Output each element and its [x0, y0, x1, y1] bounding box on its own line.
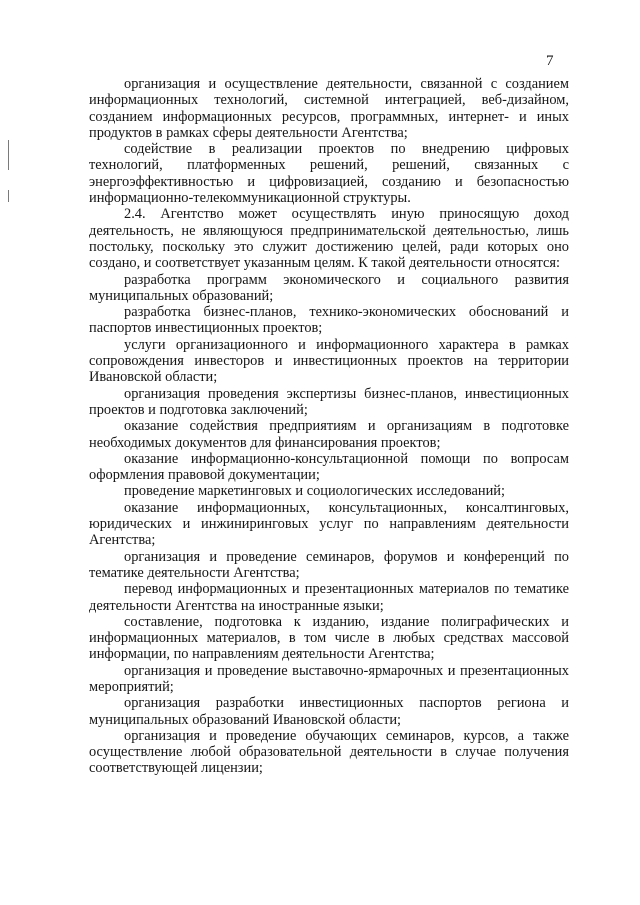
page-number: 7	[546, 53, 554, 69]
paragraph-digital-projects: содействие в реализации проектов по внедрению цифровых технологий, платформенных решений, решений, связанных с энергоэффективностью и цифровизацией, созданию и безопасностью информационно-телекоммуникационной структуры.	[89, 141, 569, 207]
paragraph-section-2-4: 2.4. Агентство может осуществлять иную приносящую доход деятельность, не являющуюся предпринимательской деятельностью, лишь постольку, поскольку это служит достижению целей, ради которых оно создано, и соответствует указанным целям. К такой деятельности относятся:	[89, 206, 569, 272]
list-item: оказание информационных, консультационных, консалтинговых, юридических и инжиниринговых услуг по направлениям деятельности Агентства;	[89, 499, 569, 549]
list-item: составление, подготовка к изданию, издание полиграфических и информационных материалов, в том числе в любых средствах массовой информации, по направлениям деятельности Агентства;	[89, 613, 569, 663]
list-item: оказание информационно-консультационной помощи по вопросам оформления правовой документации;	[89, 450, 569, 484]
scan-margin-mark	[8, 140, 9, 170]
list-item: организация разработки инвестиционных паспортов региона и муниципальных образований Ивановской области;	[89, 695, 569, 728]
list-item: разработка программ экономического и социального развития муниципальных образований;	[89, 271, 569, 304]
list-item: услуги организационного и информационного характера в рамках сопровождения инвесторов и инвестиционных проектов на территории Ивановской области;	[89, 336, 569, 386]
paragraph-it-activities: организация и осуществление деятельности, связанной с созданием информационных технологий, системной интеграцией, веб-дизайном, созданием информационных ресурсов, программных, интернет- и иных продуктов в рамках сферы деятельности Агентства;	[89, 76, 569, 141]
document-body	[89, 76, 569, 777]
list-item: разработка бизнес-планов, технико-экономических обоснований и паспортов инвестиционных проектов;	[89, 304, 569, 337]
list-item: организация и проведение выставочно-ярмарочных и презентационных мероприятий;	[89, 662, 569, 695]
list-item: организация и проведение семинаров, форумов и конференций по тематике деятельности Агентства;	[89, 548, 569, 581]
scan-margin-mark	[8, 190, 9, 202]
list-item: организация проведения экспертизы бизнес-планов, инвестиционных проектов и подготовка заключений;	[89, 385, 569, 418]
list-item: перевод информационных и презентационных материалов по тематике деятельности Агентства на иностранные языки;	[89, 581, 569, 614]
list-item: организация и проведение обучающих семинаров, курсов, а также осуществление любой образовательной деятельности в случае получения соответствующей лицензии;	[89, 727, 569, 777]
list-item: оказание содействия предприятиям и организациям в подготовке необходимых документов для финансирования проектов;	[89, 418, 569, 451]
list-item: проведение маркетинговых и социологических исследований;	[124, 483, 505, 500]
